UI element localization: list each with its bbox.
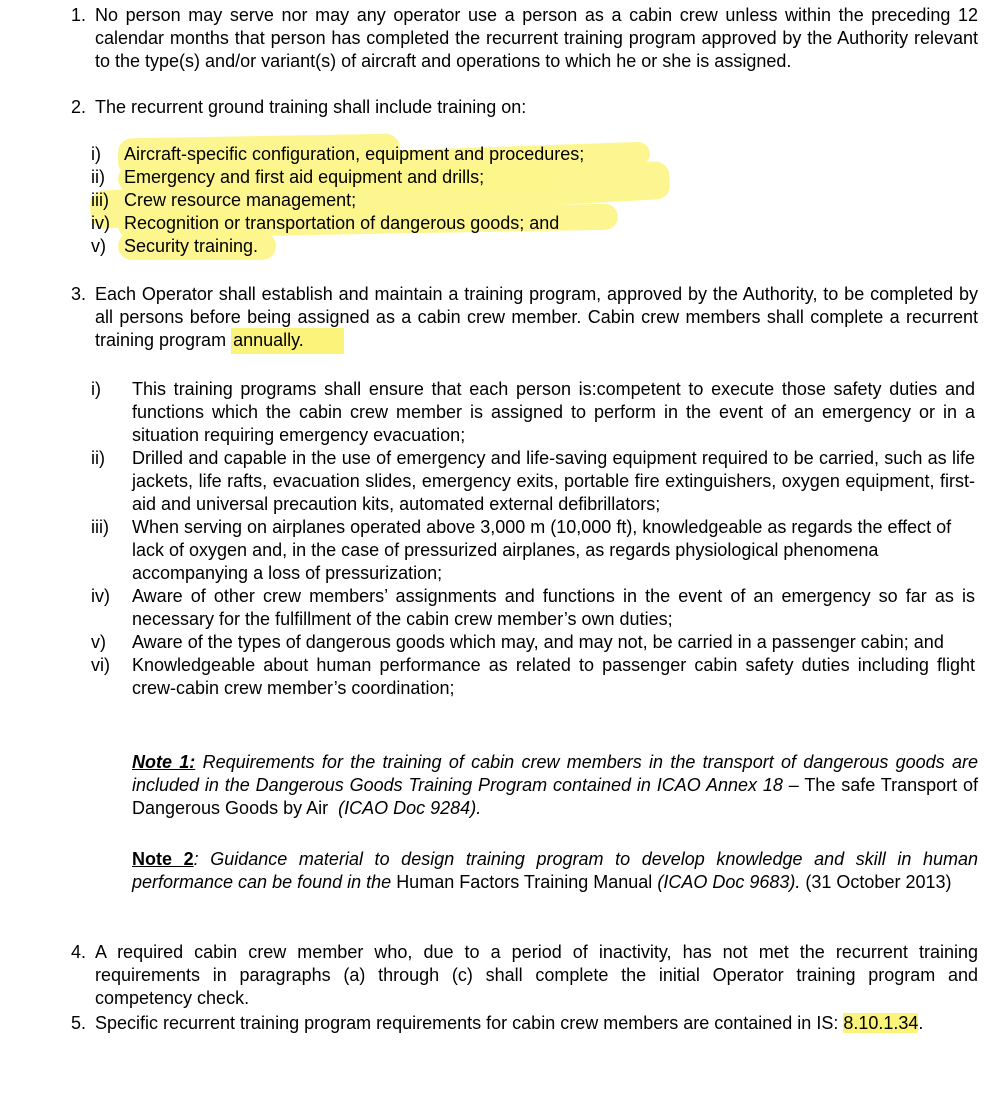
sub-item xyxy=(91,585,975,631)
note-plain-text: Human Factors Training Manual xyxy=(396,872,653,892)
item-text xyxy=(95,1012,978,1035)
note-1 xyxy=(132,751,978,820)
note-label: Note 2 xyxy=(132,849,194,869)
sub-item-number: ii) xyxy=(91,167,105,187)
sub-item-number: iii) xyxy=(91,190,109,210)
list-item-2 xyxy=(62,96,978,119)
note-reference: (ICAO Doc 9284). xyxy=(338,798,482,818)
sub-item-text: This training programs shall ensure that each person is:competent to execute those safety duties and functions which the cabin crew member is assigned to perform in the event of an emergency or in a situation requiring emergency evacuation; xyxy=(132,379,975,445)
sub-item xyxy=(91,516,975,585)
item-text xyxy=(95,283,978,352)
list-item-3 xyxy=(62,283,978,352)
sub-item-number: v) xyxy=(91,236,106,256)
sub-item-text: Security training. xyxy=(124,236,259,256)
note-italic-text: Guidance material to design training program to develop knowledge and skill in human performance can be found in the xyxy=(132,849,978,892)
sub-item xyxy=(91,189,791,212)
item-number: 1. xyxy=(70,5,86,25)
note-label: Note 1: xyxy=(132,752,196,772)
sub-item-text: Emergency and first aid equipment and drills; xyxy=(124,167,485,187)
note-reference: (ICAO Doc 9683). xyxy=(657,872,801,892)
note-2 xyxy=(132,848,978,894)
item-text-main: Specific recurrent training program requirements for cabin crew members are contained in IS: xyxy=(95,1013,839,1033)
note-plain-text: The safe Transport of Dangerous Goods by Air xyxy=(132,775,978,818)
highlighted-text: 8.10.1.34 xyxy=(843,1013,919,1033)
sub-item-number: v) xyxy=(91,632,106,652)
sub-item xyxy=(91,212,791,235)
item-text-main: Each Operator shall establish and maintain a training program, approved by the Authority, to be completed by all persons before being assigned as a cabin crew member. Cabin crew members shall complete a recurrent training program xyxy=(95,284,978,350)
sub-item-text: Crew resource management; xyxy=(124,190,357,210)
highlighted-text: annually. xyxy=(231,328,344,354)
item-text: No person may serve nor may any operator use a person as a cabin crew unless within the preceding 12 calendar months that person has completed the recurrent training program approved by the Authority relevant to the type(s) and/or variant(s) of aircraft and operations to which he or she is assigned. xyxy=(95,5,978,71)
sub-item-number: iv) xyxy=(91,213,110,233)
sub-item-number: vi) xyxy=(91,655,110,675)
sub-item xyxy=(91,143,791,166)
sub-item xyxy=(91,631,975,654)
item-text-tail: . xyxy=(918,1013,924,1033)
sub-item-text: Recognition or transportation of dangerous goods; and xyxy=(124,213,560,233)
sub-item-text: Aware of the types of dangerous goods which may, and may not, be carried in a passenger cabin; and xyxy=(132,632,944,652)
training-topics-list xyxy=(91,143,791,258)
item-number: 3. xyxy=(70,284,86,304)
sub-item-number: i) xyxy=(91,379,101,399)
item-number: 4. xyxy=(70,942,86,962)
sub-item-text: Aware of other crew members’ assignments and functions in the event of an emergency so far as is necessary for the fulfillment of the cabin crew member’s own duties; xyxy=(132,586,975,629)
item-number: 5. xyxy=(70,1013,86,1033)
sub-item xyxy=(91,378,975,447)
note-date: (31 October 2013) xyxy=(805,872,952,892)
list-item-1 xyxy=(62,4,978,73)
sub-item-number: ii) xyxy=(91,448,105,468)
sub-item-text: Knowledgeable about human performance as related to passenger cabin safety duties including flight crew-cabin crew member’s coordination; xyxy=(132,655,975,698)
item-text: A required cabin crew member who, due to a period of inactivity, has not met the recurrent training requirements in paragraphs (a) through (c) shall complete the initial Operator training program and competency check. xyxy=(95,942,978,1008)
note-italic-text: Requirements for the training of cabin crew members in the transport of dangerous goods are included in the Dangerous Goods Training Program contained in ICAO Annex 18 – xyxy=(132,752,978,795)
sub-item-number: iii) xyxy=(91,517,109,537)
sub-item-number: i) xyxy=(91,144,101,164)
sub-item xyxy=(91,166,791,189)
list-item-4 xyxy=(62,941,978,1010)
item-number: 2. xyxy=(70,97,86,117)
sub-item-text: Aircraft-specific configuration, equipment and procedures; xyxy=(124,144,585,164)
sub-item xyxy=(91,654,975,700)
sub-item-text: When serving on airplanes operated above 3,000 m (10,000 ft), knowledgeable as regards the effect of lack of oxygen and, in the case of pressurized airplanes, as regards physiological phenomena accompanying a loss of pressurization; xyxy=(132,517,952,583)
note-colon: : xyxy=(193,849,199,869)
item-text: The recurrent ground training shall include training on: xyxy=(95,97,527,117)
sub-item xyxy=(91,447,975,516)
sub-item-number: iv) xyxy=(91,586,110,606)
sub-item-text: Drilled and capable in the use of emergency and life-saving equipment required to be carried, such as life jackets, life rafts, evacuation slides, emergency exits, portable fire extinguishers, oxygen equipment, first-aid and universal precaution kits, automated external defibrillators; xyxy=(132,448,975,514)
sub-item xyxy=(91,235,791,258)
list-item-5 xyxy=(62,1012,978,1035)
training-requirements-list xyxy=(91,378,975,700)
